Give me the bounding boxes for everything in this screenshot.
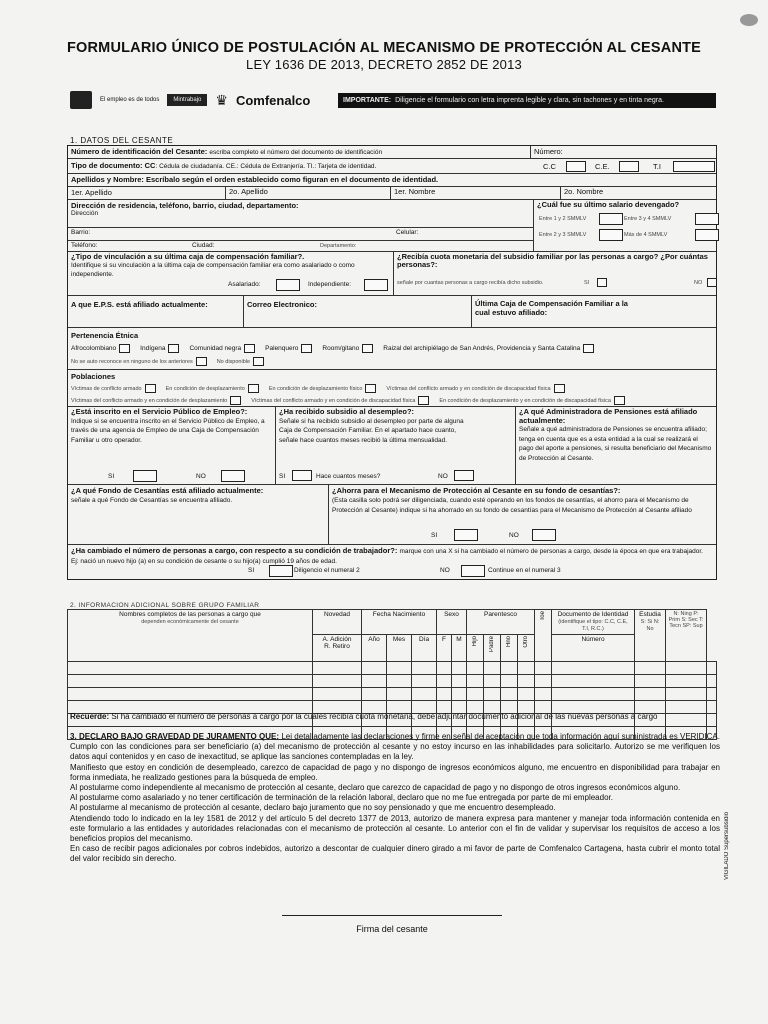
- pobl1-label-2: En condición de desplazamiento físico: [268, 386, 363, 392]
- col-numero: Número: [552, 635, 635, 662]
- poblaciones-row: [68, 370, 716, 407]
- etnia2-checkbox-1[interactable]: [253, 357, 264, 366]
- signature-label: Firma del cesante: [356, 924, 428, 934]
- col-otro-label: Otro: [523, 636, 529, 648]
- departamento-field[interactable]: Departamento:: [320, 243, 357, 249]
- table-cell[interactable]: [68, 662, 313, 675]
- empleo-row: [68, 407, 716, 485]
- col-fecha: Fecha Nacimiento: [362, 610, 437, 635]
- table-cell[interactable]: [437, 662, 452, 675]
- sal2-checkbox[interactable]: [695, 213, 719, 225]
- declaration-p2: Manifiesto que estoy en condición de desempleado, carezco de capacidad de pago y no dispongo de ingresos económicos alguno, me encuentro en disponibilidad para trabajar en forma inmediata, he realizado gestiones para la búsqueda de empleo.: [70, 762, 720, 782]
- table-row: [68, 688, 717, 701]
- section1-form: [67, 145, 717, 580]
- important-text: Diligencie el formulario con letra imprenta legible y clara, sin tachones y en tinta negra.: [395, 97, 664, 104]
- table-cell[interactable]: [484, 688, 501, 701]
- subsidio-no-label: NO: [438, 473, 448, 480]
- cambio-question: ¿Ha cambiado el número de personas a cargo, con respecto a su condición de trabajador?:: [71, 546, 398, 555]
- declaration-p6: Atendiendo todo lo indicado en la ley 1581 de 2012 y del artículo 5 del decreto 1377 de 2013, autorizo de manera expresa para mantener y manejar toda información contenida en este formulario a las entidades y autoridades relacionadas con el mecanismo de protección al cesante. Lo anterior con el fin de validar y supervisar los requisitos de acceso a los beneficios propios del mecanismo.: [70, 813, 720, 844]
- cuota-cell: [393, 252, 716, 295]
- etnia-checkbox-1[interactable]: [168, 344, 179, 353]
- pobl-options-2: [71, 395, 635, 405]
- col-hijo: [467, 635, 484, 662]
- apellido2-field[interactable]: [225, 186, 390, 199]
- table-cell[interactable]: [666, 675, 707, 688]
- logo-comfenalco: Comfenalco: [235, 92, 311, 108]
- etnia-label-5: Raizal del archipiélago de San Andrés, Providencia y Santa Catalina: [383, 345, 581, 352]
- table-cell[interactable]: [437, 688, 452, 701]
- sal4-checkbox[interactable]: [695, 229, 719, 241]
- empleo-no-label: NO: [196, 473, 206, 480]
- section1-title: 1. DATOS DEL CESANTE: [70, 136, 174, 145]
- cuota-si-label: SI: [584, 280, 590, 286]
- etnia-label-2: Comunidad negra: [189, 345, 242, 352]
- salary-cell: [533, 200, 716, 251]
- empleo-no-checkbox[interactable]: [221, 470, 245, 482]
- col-estudia-label: Estudia: [639, 611, 661, 618]
- id-number-field[interactable]: [530, 146, 716, 158]
- table-cell[interactable]: [412, 662, 437, 675]
- col-retiro-label: R. Retiro: [324, 643, 350, 650]
- pobl2-checkbox-1[interactable]: [418, 396, 429, 405]
- empleo-si-checkbox[interactable]: [133, 470, 157, 482]
- barrio-field[interactable]: Barrio:: [71, 229, 91, 236]
- hace-cuantos-label: Hace cuantos meses?: [316, 473, 381, 480]
- col-toe-label: Toe: [540, 611, 546, 621]
- table-cell[interactable]: [467, 688, 484, 701]
- col-m: M: [452, 635, 467, 662]
- cambio-help: marque con una X si ha cambiado el número de personas a cargo, desde la época en que era trabajador. Ej: nació un nuevo hijo (a) en su condición de cesante o su hijo(a) cumplió 19 años de edad.: [71, 548, 703, 565]
- names-label: Apellidos y Nombre: Escríbalo según el orden establecido como figuran en el documento de identidad.: [71, 175, 439, 184]
- telefono-field[interactable]: Teléfono:: [71, 242, 98, 249]
- nombre2-field[interactable]: [560, 186, 716, 199]
- nombre1-label: 1er. Nombre: [394, 187, 436, 196]
- declaration-title: 3. DECLARO BAJO GRAVEDAD DE JURAMENTO QUE:: [70, 732, 280, 741]
- table-cell[interactable]: [313, 662, 362, 675]
- table-cell[interactable]: [313, 688, 362, 701]
- col-anio: Año: [362, 635, 387, 662]
- pobl1-checkbox-1[interactable]: [248, 384, 259, 393]
- recuerdo-note: [70, 712, 720, 722]
- id-label: Número de identificación del Cesante:: [71, 147, 208, 156]
- celular-field[interactable]: Celular:: [396, 229, 419, 236]
- recuerdo-text: Si ha cambiado el número de personas a cargo por la cuales recibía cuota monetaria, debe adjuntar documento adicional de las nuevas personas a cargo: [111, 712, 658, 721]
- declaration-p4: Al postularme como asalariado y no tener certificación de terminación de la relación laboral, declaro que no me fue entregada por parte de mi empleador.: [70, 793, 613, 803]
- cc-checkbox[interactable]: [566, 161, 586, 172]
- table-row: [68, 662, 717, 675]
- col-hno: [501, 635, 518, 662]
- table-cell[interactable]: [452, 688, 467, 701]
- table-cell[interactable]: [484, 662, 501, 675]
- ce-checkbox[interactable]: [619, 161, 639, 172]
- etnia-checkbox-5[interactable]: [583, 344, 594, 353]
- table-cell[interactable]: [412, 688, 437, 701]
- cambio-si-checkbox[interactable]: [269, 565, 293, 577]
- etnia-title: Pertenencia Étnica: [71, 331, 139, 340]
- table-cell[interactable]: [484, 675, 501, 688]
- cc-label: C.C: [543, 162, 556, 171]
- table-cell[interactable]: [387, 675, 412, 688]
- form-title: FORMULARIO ÚNICO DE POSTULACIÓN AL MECANISMO DE PROTECCIÓN AL CESANTE: [66, 40, 702, 56]
- pobl1-checkbox-3[interactable]: [554, 384, 565, 393]
- subsidio-no-checkbox[interactable]: [454, 470, 474, 481]
- cambio-row: [68, 545, 716, 579]
- table-cell[interactable]: [387, 688, 412, 701]
- etnia-checkbox-2[interactable]: [244, 344, 255, 353]
- nombre2-label: 2o. Nombre: [564, 187, 604, 196]
- cuota-no-label: NO: [694, 280, 703, 286]
- table-cell[interactable]: [635, 662, 666, 675]
- recuerdo-label: Recuerde:: [70, 712, 110, 721]
- col-doc-label: Documento de Identidad: [557, 611, 629, 618]
- cambio-no-checkbox[interactable]: [461, 565, 485, 577]
- subsidio-si-checkbox[interactable]: [292, 470, 312, 481]
- col-doc: [552, 610, 635, 635]
- declaration-p7: En caso de recibir pagos adicionales por cobros indebidos, autorizo a descontar de cualquier dinero girado a mi favor de parte de Comfenalco Cartagena, hasta cubrir el monto total del valor recibido sin derecho.: [70, 844, 720, 864]
- col-padre: [484, 635, 501, 662]
- etnia-label-3: Palenquero: [265, 345, 299, 352]
- ahorro-help: (Esta casilla solo podrá ser diligenciada, cuando esté operando en los fondos de cesantías, el ahorro para el Mecanismo de Protección al Cesante) indique si ha ahorrado en su fondo de cesantías para el Mecanismo de Protección al Cesante afiliado: [332, 497, 692, 514]
- table-cell[interactable]: [313, 675, 362, 688]
- pobl1-checkbox-0[interactable]: [145, 384, 156, 393]
- col-sn-label: S: Si N: No: [640, 619, 660, 632]
- declaration-p1: Lei detalladamente las declaraciones y firme en señal de aceptación que toda información aquí suministrada es VERIDICA. Cumplo con las condiciones para ser beneficiario (a) del mecanismo de protección al cesante y no estoy incurso en las inhabilidades para solicitarlo. Autorizo se me verifiquen los datos aquí contenidos y en caso de inexactitud, se aplique las sanciones contempladas en la ley.: [70, 732, 720, 762]
- ahorro-no-label: NO: [509, 532, 519, 539]
- table-cell[interactable]: [518, 675, 535, 688]
- etnia-options-2: [71, 356, 274, 366]
- sal4-label: Más de 4 SMMLV: [624, 232, 668, 238]
- table-cell[interactable]: [635, 688, 666, 701]
- asalariado-checkbox[interactable]: [276, 279, 300, 291]
- id-row: [68, 146, 716, 159]
- etnia2-label-0: No se auto reconoce en ninguno de los anteriores: [71, 359, 193, 365]
- col-dia: Día: [412, 635, 437, 662]
- table-cell[interactable]: [666, 662, 707, 675]
- logo-empleo: El empleo es de todos: [100, 96, 160, 103]
- pobl2-checkbox-2[interactable]: [614, 396, 625, 405]
- apellido1-field[interactable]: 1er. Apellido: [71, 188, 112, 197]
- table-cell[interactable]: [535, 662, 552, 675]
- vinc-help: Identifique si su vinculación a la última caja de compensación familiar era como asalariado o como independiente.: [71, 262, 355, 278]
- subsidio-si-label: SI: [279, 473, 286, 480]
- pobl1-label-3: Víctimas del conflicto armado y en condición de discapacidad física: [386, 386, 551, 392]
- table-cell[interactable]: [68, 688, 313, 701]
- pension-cell[interactable]: [515, 407, 716, 484]
- col-f: F: [437, 635, 452, 662]
- col-nombres: [68, 610, 313, 662]
- pobl1-checkbox-2[interactable]: [365, 384, 376, 393]
- subsidio-question: ¿Ha recibido subsidio al desempleo?:: [279, 407, 415, 416]
- table-cell[interactable]: [501, 688, 518, 701]
- col-doc-sub: (identifique el tipo: C.C, C.E, T.I, R.C.): [558, 619, 628, 632]
- sal1-label: Entre 1 y 2 SMMLV: [539, 216, 587, 222]
- col-adicion-label: A. Adición: [322, 636, 352, 643]
- table-cell[interactable]: [552, 675, 635, 688]
- col-hijo-label: Hijo: [472, 636, 478, 647]
- pobl-options-1: [71, 383, 575, 393]
- nombre1-field[interactable]: [390, 186, 560, 199]
- col-sexo: Sexo: [437, 610, 467, 635]
- table-cell[interactable]: [362, 675, 387, 688]
- numero-label: Número:: [534, 147, 563, 156]
- pobl2-checkbox-0[interactable]: [230, 396, 241, 405]
- col-nivel: N: Ning P: Prim S: Sec T: Tecn SP: Sup: [666, 610, 707, 662]
- eps-row: [68, 296, 716, 328]
- table-cell[interactable]: [707, 688, 717, 701]
- sal2-label: Entre 3 y 4 SMMLV: [624, 216, 672, 222]
- etnia-label-4: Room/gitano: [322, 345, 360, 352]
- table-cell[interactable]: [635, 675, 666, 688]
- table-cell[interactable]: [518, 662, 535, 675]
- pobl1-label-1: En condición de desplazamiento: [165, 386, 245, 392]
- section2-title: 2. INFORMACION ADICIONAL SOBRE GRUPO FAMILIAR: [70, 602, 260, 609]
- sal1-checkbox[interactable]: [599, 213, 623, 225]
- eps-label[interactable]: A que E.P.S. está afiliado actualmente:: [71, 300, 208, 309]
- col-otro: [518, 635, 535, 662]
- pobl-title: Poblaciones: [71, 372, 116, 381]
- table-cell[interactable]: [68, 675, 313, 688]
- col-novedad: Novedad: [313, 610, 362, 635]
- declaration-p5: Al postularme al mecanismo de protección al cesante, declaro bajo juramento que no soy pensionado y que me encuentro desempleado.: [70, 803, 556, 813]
- ciudad-field[interactable]: Ciudad:: [192, 242, 215, 249]
- cesantias-question[interactable]: ¿A qué Fondo de Cesantías está afiliado actualmente:: [71, 486, 264, 495]
- pension-question: ¿A qué Administradora de Pensiones está afiliado actualmente:: [519, 407, 698, 425]
- cuota-no-checkbox[interactable]: [707, 278, 717, 287]
- logo-mintrabajo: Mintrabajo: [167, 94, 207, 106]
- table-cell[interactable]: [707, 662, 717, 675]
- table-cell[interactable]: [467, 675, 484, 688]
- coat-of-arms-logo: [70, 91, 92, 109]
- etnia-row: [68, 328, 716, 370]
- sal3-checkbox[interactable]: [599, 229, 623, 241]
- signature-line[interactable]: [282, 915, 502, 916]
- doc-type-label: Tipo de documento: CC: [71, 161, 156, 170]
- table-cell[interactable]: [362, 662, 387, 675]
- ahorro-si-checkbox[interactable]: [454, 529, 478, 541]
- sal3-label: Entre 2 y 3 SMMLV: [539, 232, 587, 238]
- ce-label: C.E.: [595, 162, 610, 171]
- form-subtitle: LEY 1636 DE 2013, DECRETO 2852 DE 2013: [246, 57, 522, 72]
- etnia-checkbox-3[interactable]: [301, 344, 312, 353]
- table-cell[interactable]: [666, 688, 707, 701]
- col-hno-label: Hno: [506, 636, 512, 648]
- salary-question: ¿Cuál fue su último salario devengado?: [537, 200, 680, 209]
- doc-type-help: : Cédula de ciudadanía. CE.: Cédula de Extranjería. TI.: Tarjeta de identidad.: [155, 163, 377, 170]
- pobl2-label-0: Víctimas del conflicto armado y en condición de desplazamiento: [71, 398, 228, 404]
- pobl2-label-2: En condición de desplazamiento y en condición de discapacidad física: [439, 398, 611, 404]
- comfenalco-icon: ♛: [215, 91, 228, 108]
- important-label: IMPORTANTE:: [343, 97, 392, 104]
- independiente-checkbox[interactable]: [364, 279, 388, 291]
- table-cell[interactable]: [535, 675, 552, 688]
- ahorro-question: ¿Ahorra para el Mecanismo de Protección al Cesante en su fondo de cesantías?:: [332, 486, 621, 495]
- pobl1-label-0: Víctimas de conflicto armado: [71, 386, 142, 392]
- cambio-si-label: SI: [248, 567, 255, 574]
- id-help: escriba completo el número del documento de identificación: [209, 149, 383, 156]
- pobl2-label-1: Víctimas del conflicto armado y en condición de discapacidad física: [251, 398, 416, 404]
- table-cell[interactable]: [362, 688, 387, 701]
- vinc-question: ¿Tipo de vinculación a su última caja de compensación familiar?.: [71, 252, 305, 261]
- declaration: [70, 732, 720, 865]
- empleo-si-label: SI: [108, 473, 115, 480]
- ti-label: T.I: [653, 162, 661, 171]
- col-mes: Mes: [387, 635, 412, 662]
- empleo-help: Indique si se encuentra inscrito en el Servicio Público de Empleo, a través de una agencia de Empleo de una Caja de Compensación Familiar u otro operador.: [71, 417, 265, 444]
- cuota-question: ¿Recibía cuota monetaria del subsidio familiar por las personas a cargo? ¿Por cuántas personas?:: [397, 252, 708, 269]
- etnia-label-0: Afrocolombiano: [71, 345, 117, 352]
- col-novedad-sub: [313, 635, 362, 662]
- col-padre-label: Padre: [489, 636, 495, 653]
- pension-help: Señale a qué administradora de Pensiones se encuentra afiliado; tenga en cuenta que es a esta entidad a la cual se realizará el pago del aporte a pensiones, si resulta beneficiario del Mecanismo de Protección al Cesante.: [519, 426, 712, 462]
- col-parentesco: Parentesco: [467, 610, 535, 635]
- col-estudia: [635, 610, 666, 662]
- table-cell[interactable]: [552, 688, 635, 701]
- table-cell[interactable]: [452, 675, 467, 688]
- caja-field[interactable]: [471, 296, 716, 327]
- continue-label: Continue en el numeral 3: [488, 567, 561, 574]
- caja-label: Última Caja de Compensación Familiar a la cual estuvo afiliado:: [475, 299, 628, 317]
- col-nombres-label: Nombres completos de las personas a cargo que: [119, 611, 261, 618]
- ahorro-no-checkbox[interactable]: [532, 529, 556, 541]
- direccion-field[interactable]: Dirección: [71, 210, 99, 217]
- doc-type-row: [68, 159, 716, 174]
- table-cell[interactable]: [707, 675, 717, 688]
- subsidio-help: Señale si ha recibido subsidio al desempleo por parte de alguna Caja de Compensación Familiar. En el apartado hace cuanto, señale hace cuantos meses recibió la última mensualidad.: [279, 417, 464, 444]
- apellido2-label: 2o. Apellido: [229, 187, 268, 196]
- empleo-question: ¿Está inscrito en el Servicio Público de Empleo?:: [71, 407, 248, 416]
- email-label: Correo Electronico:: [247, 300, 318, 309]
- etnia2-checkbox-0[interactable]: [196, 357, 207, 366]
- asalariado-label: Asalariado:: [228, 281, 261, 288]
- cuota-si-checkbox[interactable]: [597, 278, 607, 287]
- table-cell[interactable]: [501, 662, 518, 675]
- supersubsidio-seal: VIGILADO Supersubsidio: [724, 811, 730, 880]
- etnia2-label-1: No disponible: [216, 359, 251, 365]
- email-field[interactable]: [243, 296, 471, 327]
- logo-bar: [70, 88, 310, 112]
- scan-artifact: [740, 14, 758, 26]
- col-nombres-sub: dependen económicamente del cesante: [141, 619, 239, 625]
- address-label: Dirección de residencia, teléfono, barrio, ciudad, departamento:: [71, 201, 299, 210]
- table-cell[interactable]: [552, 662, 635, 675]
- diligencio-label: Diligencio el numeral 2: [294, 567, 360, 574]
- subsidio-cell: [275, 407, 515, 484]
- table-cell[interactable]: [412, 675, 437, 688]
- table-cell[interactable]: [467, 662, 484, 675]
- vinculacion-row: [68, 252, 716, 296]
- col-toe: [535, 610, 552, 662]
- cuota-help: señale por cuantas personas a cargo recibía dicho subsidio.: [397, 280, 544, 286]
- cambio-no-label: NO: [440, 567, 450, 574]
- etnia-checkbox-0[interactable]: [119, 344, 130, 353]
- important-notice: [338, 93, 716, 108]
- table-cell[interactable]: [387, 662, 412, 675]
- table-cell[interactable]: [452, 662, 467, 675]
- table-row: [68, 675, 717, 688]
- ahorro-si-label: SI: [431, 532, 438, 539]
- etnia-options: [71, 343, 604, 353]
- table-cell[interactable]: [535, 688, 552, 701]
- table-cell[interactable]: [518, 688, 535, 701]
- ti-checkbox[interactable]: [673, 161, 715, 172]
- cesantias-row: [68, 485, 716, 545]
- independiente-label: Independiente:: [308, 281, 352, 288]
- address-row: [68, 200, 716, 252]
- table-cell[interactable]: [501, 675, 518, 688]
- etnia-checkbox-4[interactable]: [362, 344, 373, 353]
- ahorro-cell: [328, 485, 716, 544]
- etnia-label-1: Indígena: [140, 345, 166, 352]
- declaration-p3: Al postularme como independiente al mecanismo de protección al cesante, declaro que carezco de capacidad de pago y no dispongo de otros ingresos económicos alguno.: [70, 783, 681, 793]
- table-cell[interactable]: [437, 675, 452, 688]
- cesantias-help: señale a qué Fondo de Cesantías se encuentra afiliado.: [71, 497, 233, 504]
- names-row: [68, 174, 716, 200]
